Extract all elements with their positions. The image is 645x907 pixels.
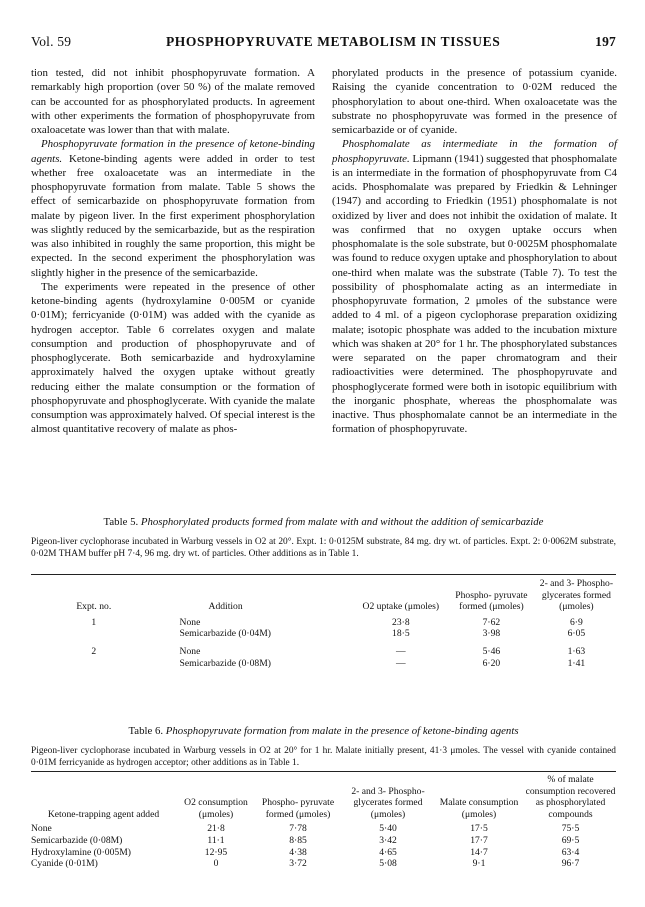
table6: [31, 774, 619, 870]
table5-cell-o2: —: [396, 657, 406, 669]
table5-cell-o2: —: [396, 645, 406, 657]
table5-cell-addition: None: [179, 616, 201, 628]
table6-label: Table 6.: [128, 725, 164, 737]
table5-header-addition: Addition: [208, 601, 243, 613]
table6-cell-percent: 96·7: [561, 858, 580, 870]
table6-cell-o2: 12·95: [204, 846, 228, 858]
table6-cell-phosphopyruvate: 8·85: [289, 834, 307, 846]
table6-header-phosphoglycerates: 2- and 3- Phospho- glycerates formed (μmoles): [351, 785, 425, 820]
table5-cell-phosphopyruvate: 5·46: [482, 645, 501, 657]
table6-cell-o2: 11·1: [207, 834, 225, 846]
table5-cell-expt: 2: [91, 645, 97, 657]
table-row: [60, 613, 620, 629]
table5-header-phosphoglycerates: 2- and 3- Phospho- glycerates formed (μmoles): [539, 578, 614, 613]
table6-cell-malate: 14·7: [470, 846, 488, 858]
table6-cell-malate: 17·5: [470, 823, 488, 835]
table5-top-rule: [31, 574, 616, 575]
table5-cell-addition: Semicarbazide (0·04M): [179, 628, 271, 640]
table6-cell-agent: None: [31, 823, 52, 835]
table5-cell-phosphopyruvate: 3·98: [482, 628, 501, 640]
table5: [60, 578, 620, 669]
table5-header-phosphopyruvate: Phospho- pyruvate formed (μmoles): [455, 589, 528, 613]
left-column: [31, 66, 315, 437]
right-paragraph-2: [332, 137, 617, 436]
table5-cell-phosphopyruvate: 7·62: [482, 616, 501, 628]
table6-cell-malate: 17·7: [470, 834, 488, 846]
table5-caption: [31, 516, 616, 528]
table5-header-expt: Expt. no.: [76, 601, 112, 613]
right-paragraph-1: phorylated products in the presence of potassium cyanide. Raising the cyanide concentration to 0·02M reduced the phosphorylation to about one-third. When oxaloacetate was the substrate no phosphopyruvate was formed in the presence of semicarbazide or of cyanide.: [332, 67, 617, 136]
table6-cell-phosphoglycerates: 5·40: [379, 823, 397, 835]
table-row: [31, 835, 619, 847]
section-heading-phosphomalate: Phosphomalate as intermediate in the formation of phosphopyruvate.: [332, 138, 617, 165]
table5-cell-phosphoglycerates: 6·9: [570, 616, 583, 628]
running-header: [31, 34, 616, 50]
table6-cell-phosphopyruvate: 4·38: [289, 846, 307, 858]
table5-cell-o2: 18·5: [392, 628, 410, 640]
table5-cell-phosphopyruvate: 6·20: [482, 657, 501, 669]
table6-caption: [31, 725, 616, 737]
table6-cell-agent: Semicarbazide (0·08M): [31, 834, 123, 846]
table6-cell-phosphoglycerates: 3·42: [379, 834, 397, 846]
table5-cell-phosphoglycerates: 6·05: [567, 628, 586, 640]
left-paragraph-2: [31, 137, 315, 280]
table6-cell-malate: 9·1: [472, 858, 486, 870]
left-paragraph-3: The experiments were repeated in the presence of other ketone-binding agents (hydroxylamine 0·005M or cyanide 0·01M); ferricyanide (0·01M) was added with the cyanide as hydrogen acceptor. Table 6 correlates oxygen and malate consumption and production of phosphopyruvate and of phosphoglycerate. Both semicarbazide and hydroxylamine approximately halved the oxygen uptake without greatly reducing either the malate consumption or the formation of phosphopyruvate and phosphoglycerate. With cyanide the malate consumption was approximately halved. Of special interest is the almost quantitative recovery of malate as phos-: [31, 280, 315, 436]
table6-cell-percent: 75·5: [561, 823, 580, 835]
table5-cell-expt: [60, 628, 128, 640]
table6-cell-percent: 69·5: [561, 834, 580, 846]
table5-title: Phosphorylated products formed from malate with and without the addition of semicarbazide: [140, 516, 544, 528]
table-row: [31, 847, 619, 859]
right-column: [332, 66, 617, 437]
table-row: [60, 640, 620, 658]
running-title: PHOSPHOPYRUVATE METABOLISM IN TISSUES: [165, 34, 501, 49]
right-paragraph-2-body: Lipmann (1941) suggested that phosphomalate is an intermediate in the formation of phosphopyruvate from C4 acids. Phosphomalate was prepared by Friedkin & Lehninger (1947) and according to Friedkin (1951) phosphomalate is not oxidized by liver and does not inhibit the oxidation of malate. It was confirmed that no oxygen uptake occurs when phosphomalate is the sole substrate, but 0·0025M phosphomalate was found to reduce oxygen uptake and phosphorylation to about one-third when malate was the substrate (Table 7). To test the possibility of phosphomalate acting as an intermediate in phosphopyruvate formation, 2 μmoles of the substance were added to 4 ml. of a pigeon cyclophorase preparation oxidizing malate; isotopic phosphate was added to the incubation mixture which was shaken at 20° for 1 hr. The phosphorylated substances were separated on the paper chromatogram and their radioactivities were determined. The phosphopyruvate and phosphoglycerate formed were both in isotopic equilibrium with the inorganic phosphate, whereas the phosphomalate was inactive. Thus phosphomalate cannot be an intermediate in the formation of phosphopyruvate.: [332, 152, 617, 436]
left-paragraph-1: tion tested, did not inhibit phosphopyruvate formation. A remarkably high proportion (over 50 %) of the malate removed can be accounted for as phosphorylated products. In agreement with other experiments the formation of phosphopyruvate from oxaloacetate was lower than that with malate.: [31, 67, 315, 136]
table6-header-percent-recovered: % of malate consumption recovered as phosphorylated compounds: [525, 774, 616, 820]
table6-title: Phosphopyruvate formation from malate in the presence of ketone-binding agents: [165, 725, 519, 737]
page-number: 197: [595, 34, 616, 49]
table-row: [31, 858, 619, 870]
table6-cell-phosphopyruvate: 7·78: [289, 823, 307, 835]
table5-note: Pigeon-liver cyclophorase incubated in Warburg vessels in O2 at 20°. Expt. 1: 0·0125M substrate, 84 mg. dry wt. of particles. Expt. 2: 0·0062M substrate, 0·02M THAM buffer pH 7·4, 96 mg. dry wt. of particles. Other additions as in Table 1.: [31, 537, 616, 560]
table6-header-phosphopyruvate: Phospho- pyruvate formed (μmoles): [261, 797, 335, 820]
table-row: [60, 658, 620, 670]
table6-header-agent: Ketone-trapping agent added: [47, 808, 160, 820]
table5-cell-addition: None: [179, 645, 201, 657]
table6-cell-phosphopyruvate: 3·72: [289, 858, 307, 870]
table5-cell-expt: [60, 658, 128, 670]
table6-cell-o2: 0: [213, 858, 219, 870]
table5-cell-addition: Semicarbazide (0·08M): [179, 657, 271, 669]
table6-cell-phosphoglycerates: 4·65: [379, 846, 397, 858]
table6-cell-agent: Cyanide (0·01M): [31, 858, 98, 870]
table6-cell-phosphoglycerates: 5·08: [379, 858, 397, 870]
table-row: [60, 628, 620, 640]
table6-header-o2: O2 consumption (μmoles): [184, 797, 248, 820]
table-row: [31, 820, 619, 835]
left-paragraph-2-body: Ketone-binding agents were added in order to test whether free oxaloacetate was an intermediate in the phosphopyruvate formation from malate. Table 5 shows the effect of semicarbazide on phosphopyruvate formation from malate by pigeon liver. In the first experiment phosphorylation was slightly reduced by the semicarbazide, but as the respiration was also inhibited in roughly the same proportion, this might be expected. In the second experiment the phosphorylation was slightly higher in the presence of the semicarbazide.: [31, 152, 315, 279]
table6-header-row: [31, 774, 619, 820]
table5-cell-expt: 1: [91, 616, 97, 628]
table5-cell-phosphoglycerates: 1·41: [567, 657, 586, 669]
table6-cell-percent: 63·4: [561, 846, 580, 858]
table5-label: Table 5.: [103, 516, 139, 528]
table6-note: Pigeon-liver cyclophorase incubated in Warburg vessels in O2 at 20° for 1 hr. Malate initially present, 41·3 μmoles. The vessel with cyanide contained 0·01M ferricyanide as hydrogen acceptor; other additions as in Table 1.: [31, 746, 616, 769]
table6-header-malate: Malate consumption (μmoles): [439, 797, 519, 820]
volume-label: Vol. 59: [31, 34, 72, 49]
table5-header-o2: O2 uptake (μmoles): [362, 601, 440, 613]
table5-cell-phosphoglycerates: 1·63: [567, 645, 586, 657]
table6-cell-o2: 21·8: [207, 823, 225, 835]
section-heading-ketone: Phosphopyruvate formation in the presence of ketone-binding agents.: [31, 138, 315, 165]
table6-cell-agent: Hydroxylamine (0·005M): [31, 846, 131, 858]
table6-top-rule: [31, 771, 616, 772]
table5-cell-o2: 23·8: [392, 616, 410, 628]
table5-header-row: [60, 578, 620, 613]
